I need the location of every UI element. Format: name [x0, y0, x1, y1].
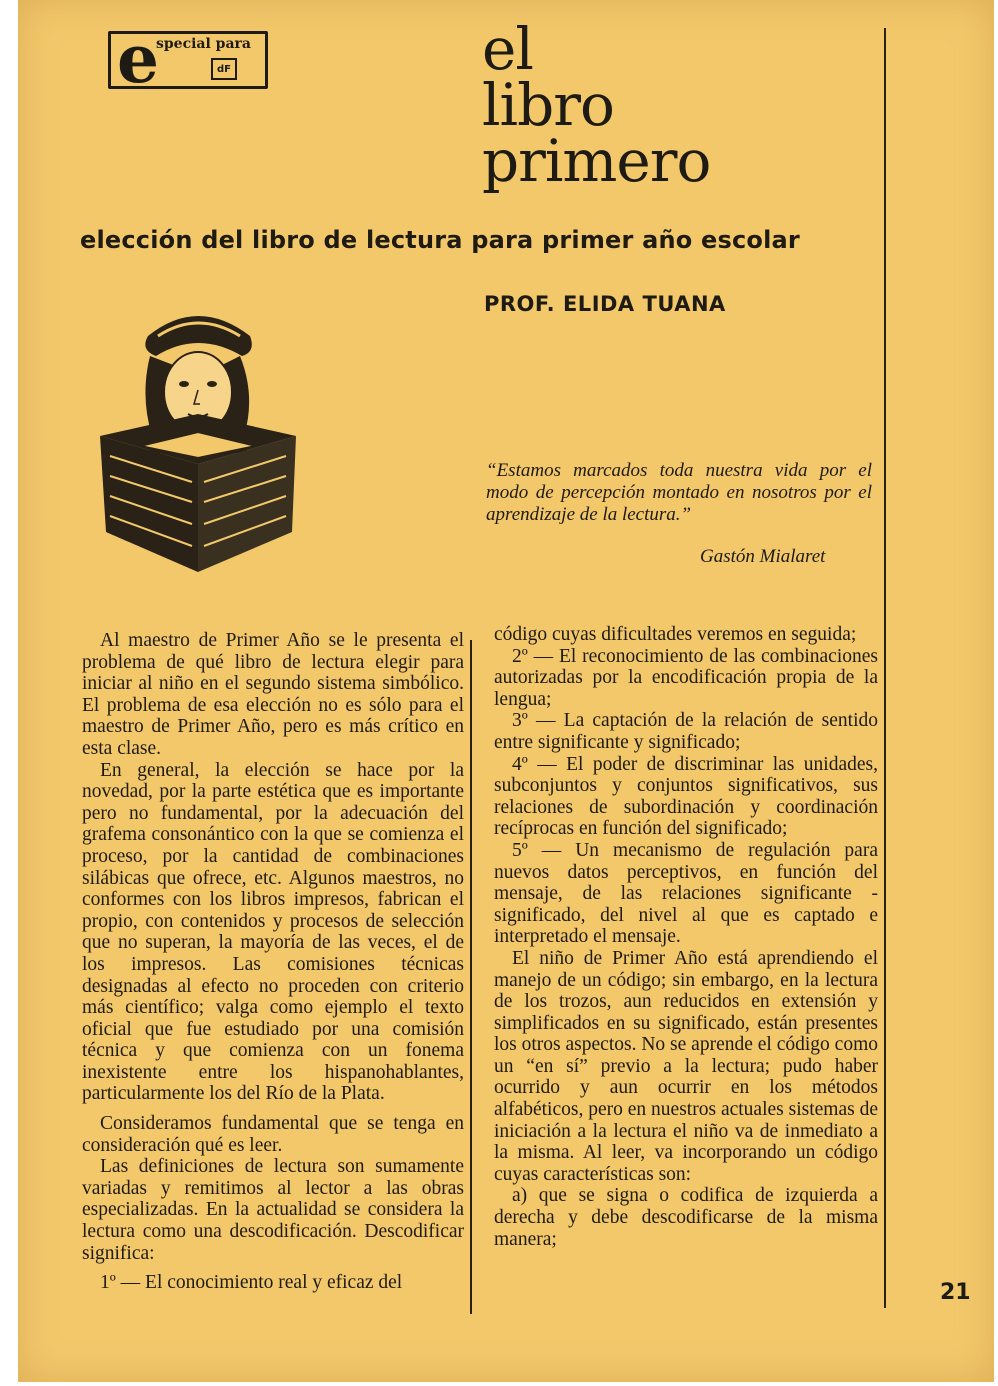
- paragraph: 4º — El poder de discriminar las unidades, subconjuntos y conjuntos significativos, sus relaciones de subordinación y coordinación recíprocas en función del significado;: [494, 753, 878, 840]
- paragraph: El niño de Primer Año está aprendiendo el manejo de un código; sin embargo, en la lectura de los trozos, aun reducidos en extensión y simplificados en su significado, están presentes los otros aspectos. No se aprende el código como un “en sí” previo a la lectura; pudo haber ocurrido y aun ocurrir en los métodos alfabéticos, pero en nuestros actuales sistemas de iniciación a la lectura el niño va de inmediato a la misma. Al leer, va incorporando un código cuyas características son:: [494, 947, 878, 1185]
- paragraph: 1º — El conocimiento real y eficaz del: [100, 1272, 403, 1294]
- article-title: [482, 15, 711, 195]
- paragraph: 2º — El reconocimiento de las combinaciones autorizadas por la encodificación propia de la lengua;: [494, 645, 878, 710]
- article-subtitle: elección del libro de lectura para primer año escolar: [80, 226, 800, 254]
- especial-para-badge: [108, 20, 268, 98]
- title-line: el: [482, 15, 533, 83]
- badge-letter: e: [117, 20, 159, 98]
- text-column-left: [82, 630, 464, 1294]
- title-line: libro: [482, 71, 614, 139]
- paragraph: En general, la elección se hace por la novedad, por la parte estética que es importante pero no fundamental, por la adecuación del grafema consonántico con la que se comienza el proceso, por la cantidad de combinaciones silábicas que ofrece, etc. Algunos maestros, no conformes con los libros impresos, fabrican el propio, con contenidos y procesos de selección que no superan, la mayoría de las veces, el de los impresos. Las comisiones técnicas designadas al efecto no proceden con criterio más científico; valga como ejemplo el texto oficial que fue estudiado por una comisión técnica y que comienza con un fonema inexistente entre los hispanohablantes, particularmente los del Río de la Plata.: [82, 759, 464, 1105]
- paragraph: 3º — La captación de la relación de sentido entre significante y significado;: [494, 710, 878, 753]
- vertical-rule: [884, 28, 886, 1308]
- page-number: 21: [940, 1280, 971, 1305]
- epigraph-author: Gastón Mialaret: [700, 546, 826, 567]
- paragraph: código cuyas dificultades veremos en seguida;: [494, 624, 857, 645]
- paragraph: 5º — Un mecanismo de regulación para nuevos datos perceptivos, en función del mensaje, de las relaciones significante - significado, del nivel al que es captado e interpretado el mensaje.: [494, 839, 878, 948]
- article-author: PROF. ELIDA TUANA: [484, 292, 726, 316]
- epigraph-quote: “Estamos marcados toda nuestra vida por el modo de percepción montado en nosotros por el aprendizaje de la lectura.”: [486, 460, 872, 525]
- column-divider: [470, 640, 472, 1314]
- paragraph: Las definiciones de lectura son sumamente variadas y remitimos al lector a las obras especializadas. En la actualidad se considera la lectura como una descodificación. Descodificar significa:: [82, 1156, 464, 1264]
- paragraph: a) que se signa o codifica de izquierda a derecha y debe descodificarse de la misma manera;: [494, 1185, 878, 1250]
- paragraph: Consideramos fundamental que se tenga en consideración qué es leer.: [82, 1113, 464, 1156]
- magazine-logo-icon: dF: [211, 58, 237, 80]
- title-line: primero: [482, 127, 711, 195]
- girl-in-box-illustration: [80, 296, 340, 576]
- text-column-right: [494, 624, 878, 1250]
- badge-text: special para: [156, 36, 251, 52]
- paragraph: Al maestro de Primer Año se le presenta el problema de qué libro de lectura elegir para iniciar al niño en el segundo sistema simbólico. El problema de esa elección no es sólo para el maestro de Primer Año, pero es más crítico en esta clase.: [82, 630, 464, 759]
